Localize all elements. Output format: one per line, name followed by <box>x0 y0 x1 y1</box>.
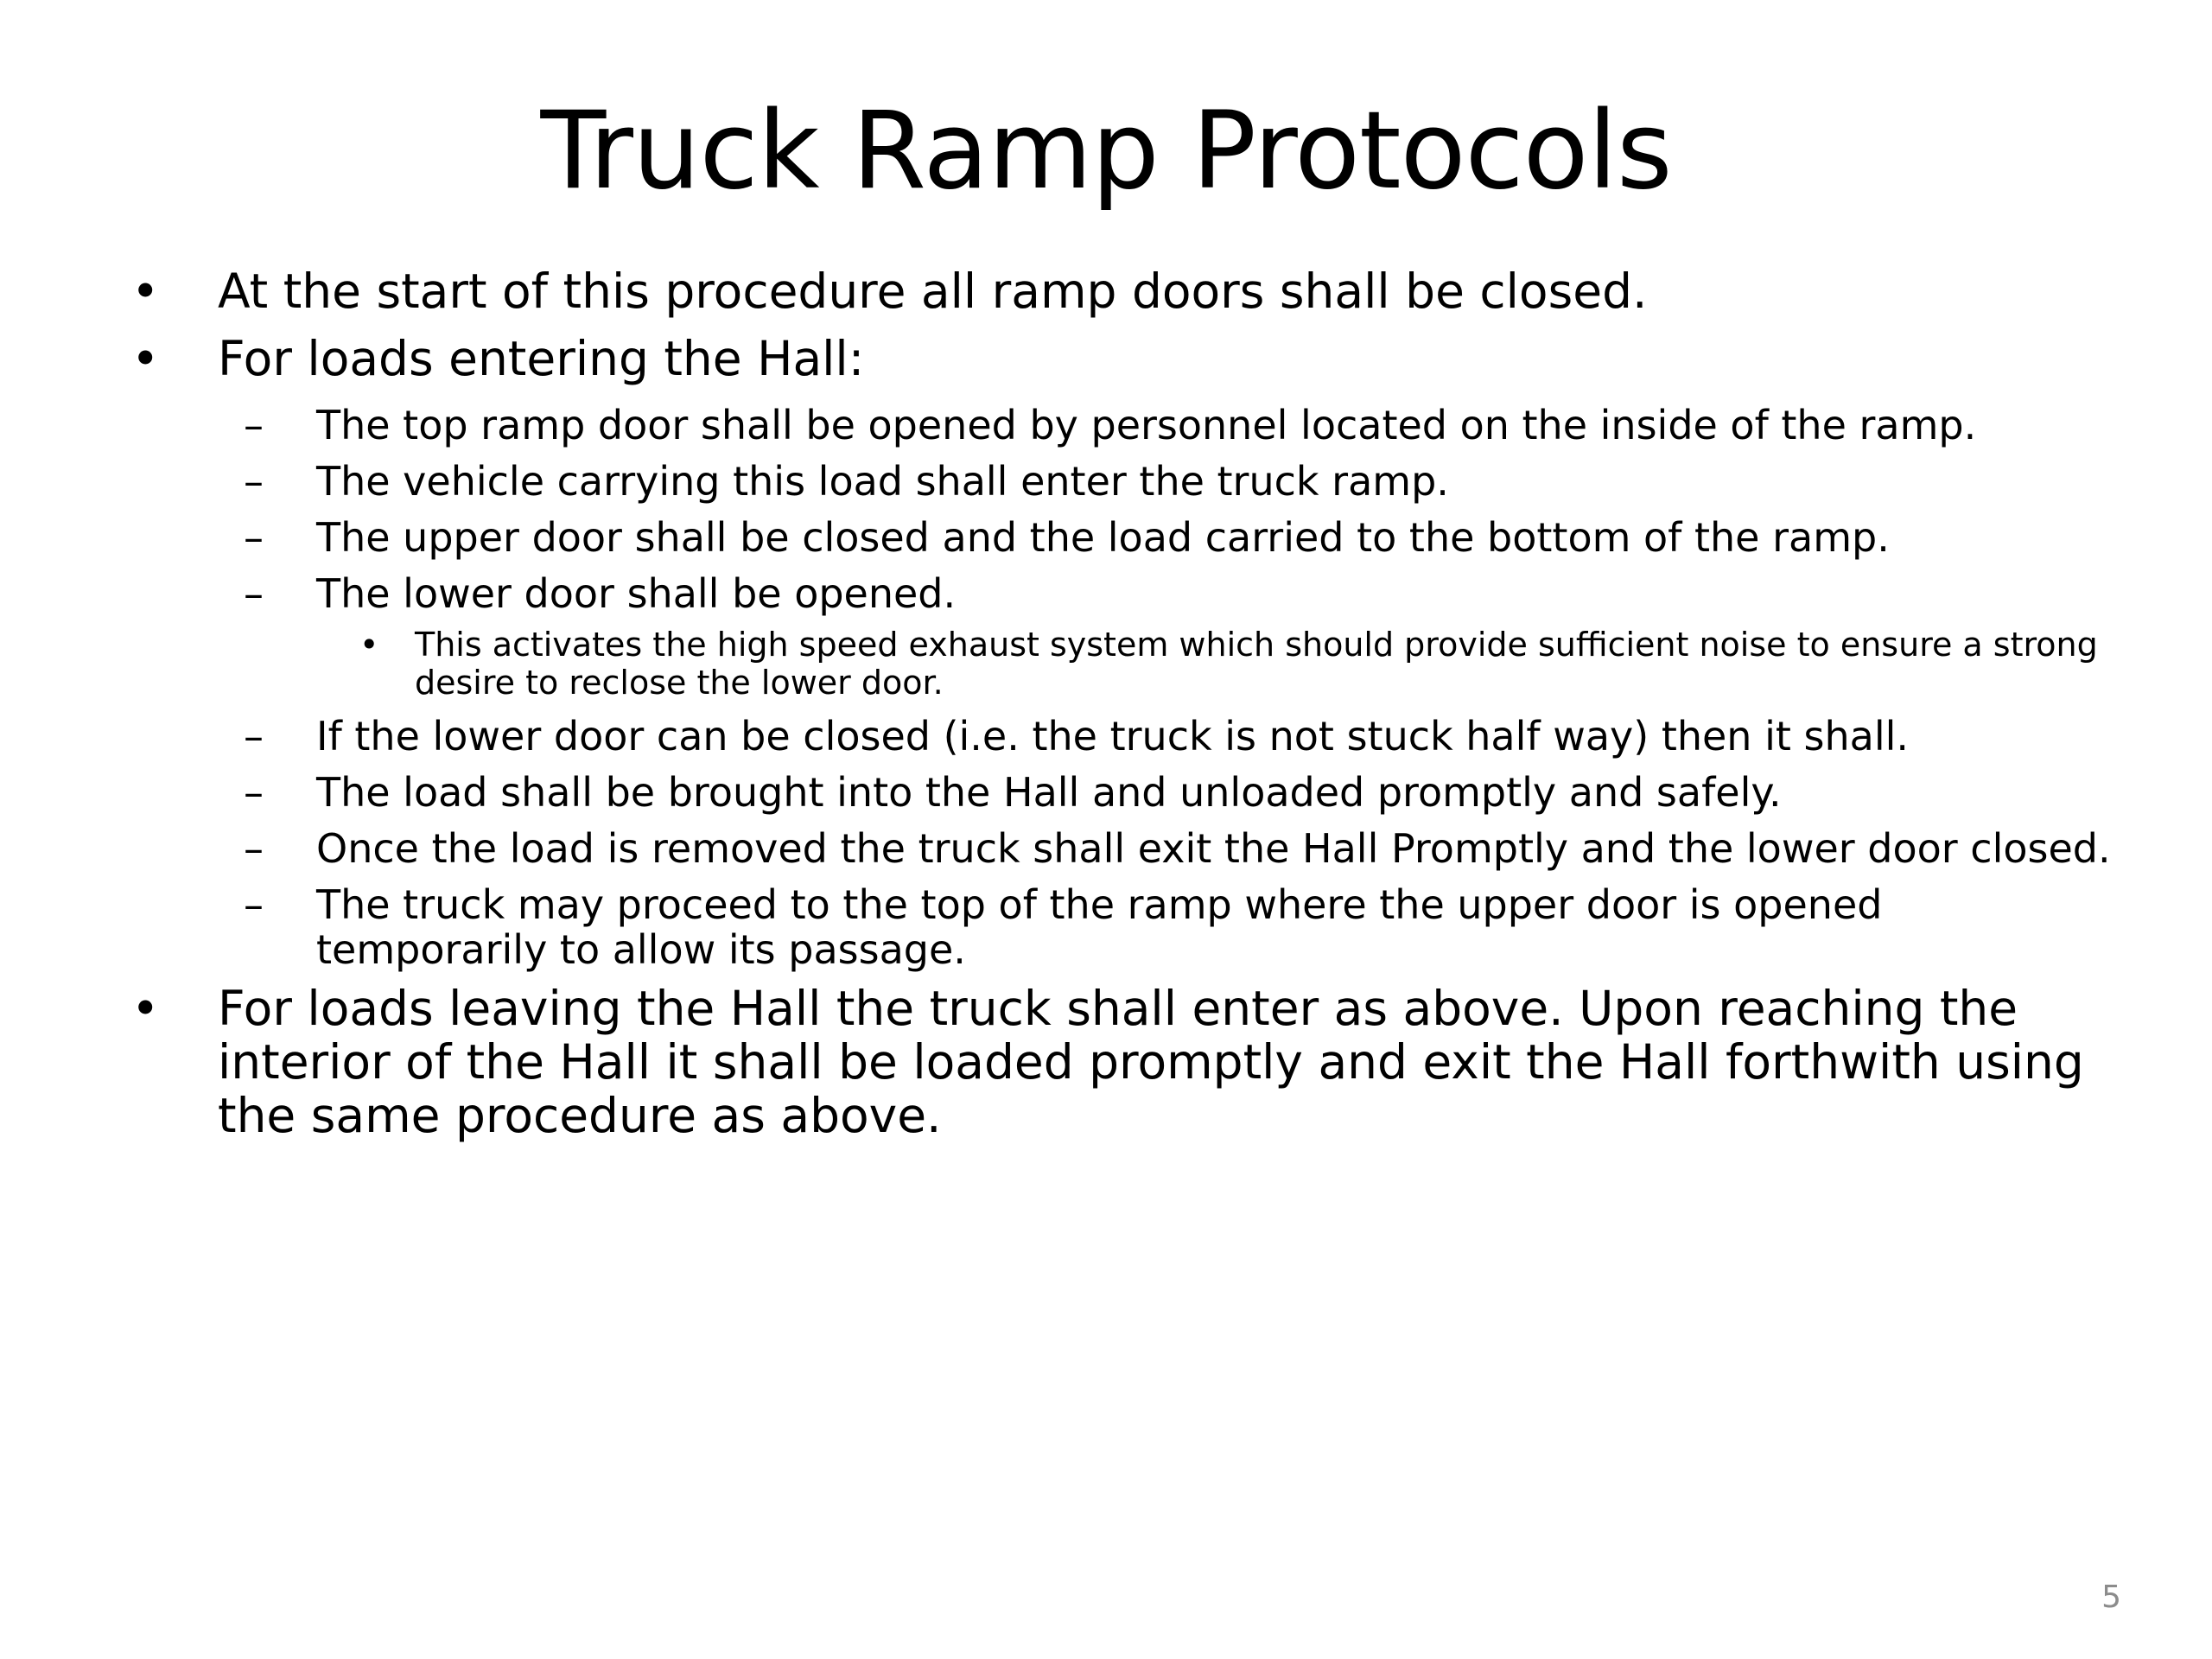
list-item-text: This activates the high speed exhaust system which should provide sufficient noise to ensure a strong desire to reclose the lower door. <box>415 626 2098 702</box>
dash-marker: – <box>244 769 264 816</box>
slide-title: Truck Ramp Protocols <box>540 89 1672 213</box>
bullet-marker: • <box>131 981 160 1036</box>
bullet-marker: • <box>131 264 160 319</box>
list-item-text: Once the load is removed the truck shall exit the Hall Promptly and the lower door closed. <box>316 825 2111 872</box>
list-item-text: The load shall be brought into the Hall and unloaded promptly and safely. <box>316 769 1782 816</box>
bullet-marker: • <box>131 331 160 386</box>
dash-marker: – <box>244 402 264 448</box>
dash-marker: – <box>244 458 264 505</box>
dash-marker: – <box>244 570 264 617</box>
dash-marker: – <box>244 825 264 872</box>
list-item-text: If the lower door can be closed (i.e. the truck is not stuck half way) then it shall. <box>316 713 1910 760</box>
list-item-text: At the start of this procedure all ramp doors shall be closed. <box>218 264 1648 319</box>
dash-marker: – <box>244 881 264 928</box>
list-item-text: The vehicle carrying this load shall enter the truck ramp. <box>316 458 1449 505</box>
list-item-text: The top ramp door shall be opened by personnel located on the inside of the ramp. <box>316 402 1977 448</box>
dash-marker: – <box>244 514 264 561</box>
list-item-text: For loads leaving the Hall the truck shall enter as above. Upon reaching the interior of the Hall it shall be loaded promptly and exit the Hall forthwith using the same procedure as above. <box>218 981 2084 1143</box>
list-item-text: The upper door shall be closed and the load carried to the bottom of the ramp. <box>316 514 1890 561</box>
bullet-marker: • <box>359 626 379 664</box>
list-item-text: The lower door shall be opened. <box>316 570 957 617</box>
page-number: 5 <box>2101 1580 2121 1615</box>
dash-marker: – <box>244 713 264 760</box>
list-item-text: For loads entering the Hall: <box>218 331 865 386</box>
list-item-text: The truck may proceed to the top of the ramp where the upper door is opened temporarily to allow its passage. <box>316 881 1883 973</box>
